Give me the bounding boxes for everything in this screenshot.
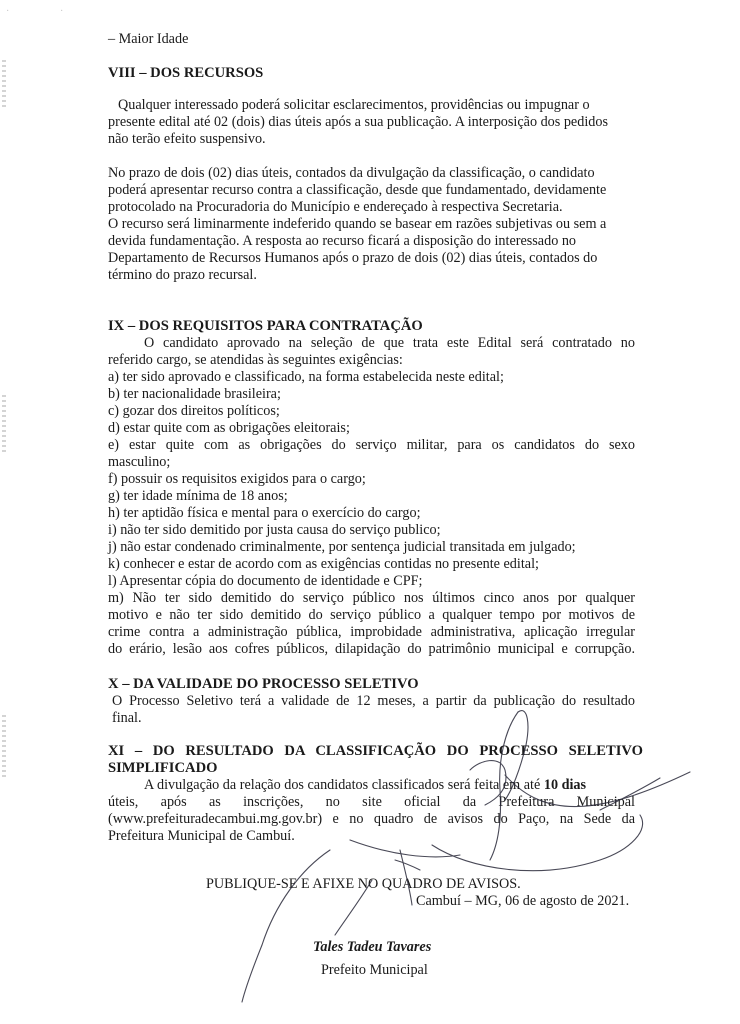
list-item: f) possuir os requisitos exigidos para o cargo; — [108, 471, 366, 487]
paragraph-line: O candidato aprovado na seleção de que trata este Edital será contratado no — [144, 335, 635, 351]
list-item: c) gozar dos direitos políticos; — [108, 403, 280, 419]
paragraph-line: Prefeitura Municipal de Cambuí. — [108, 828, 295, 844]
paragraph-line: (www.prefeituradecambui.mg.gov.br) e no quadro de avisos do Paço, na Sede da — [108, 811, 635, 827]
scan-edge-mark — [2, 395, 6, 455]
paragraph-line: não terão efeito suspensivo. — [108, 131, 266, 147]
paragraph-line: protocolado na Procuradoria do Município e endereçado à respectiva Secretaria. — [108, 199, 563, 215]
paragraph-line: Departamento de Recursos Humanos após o prazo de dois (02) dias úteis, contados do — [108, 250, 598, 266]
list-item: h) ter aptidão física e mental para o exercício do cargo; — [108, 505, 421, 521]
signer-name: Tales Tadeu Tavares — [313, 939, 432, 955]
paragraph-line: A divulgação da relação dos candidatos classificados será feita em até 10 dias — [144, 777, 587, 793]
section-heading-resultado-cont: SIMPLIFICADO — [108, 760, 218, 776]
list-item: g) ter idade mínima de 18 anos; — [108, 488, 288, 504]
paragraph-line: referido cargo, se atendidas às seguintes exigências: — [108, 352, 403, 368]
paragraph-line: úteis, após as inscrições, no site oficial da Prefeitura Municipal — [108, 794, 635, 810]
paragraph-line: No prazo de dois (02) dias úteis, contados da divulgação da classificação, o candidato — [108, 165, 595, 181]
list-item: a) ter sido aprovado e classificado, na forma estabelecida neste edital; — [108, 369, 504, 385]
scan-mark: · — [60, 6, 64, 17]
scan-edge-mark — [2, 715, 6, 780]
list-item: b) ter nacionalidade brasileira; — [108, 386, 281, 402]
paragraph-line: presente edital até 02 (dois) dias úteis após a sua publicação. A interposição dos pedidos — [108, 114, 608, 130]
signer-title: Prefeito Municipal — [321, 962, 428, 978]
list-item: d) estar quite com as obrigações eleitorais; — [108, 420, 350, 436]
list-item: m) Não ter sido demitido do serviço público nos últimos cinco anos por qualquer — [108, 590, 635, 606]
list-item: do erário, lesão aos cofres públicos, dilapidação do patrimônio municipal e corrupção. — [108, 641, 635, 657]
paragraph-line: término do prazo recursal. — [108, 267, 257, 283]
publish-notice: PUBLIQUE-SE E AFIXE NO QUADRO DE AVISOS. — [206, 876, 521, 892]
top-line: – Maior Idade — [108, 31, 189, 47]
section-heading-resultado: XI – DO RESULTADO DA CLASSIFICAÇÃO DO PROCESSO SELETIVO — [108, 743, 643, 759]
paragraph-line: Qualquer interessado poderá solicitar esclarecimentos, providências ou impugnar o — [118, 97, 590, 113]
list-item: k) conhecer e estar de acordo com as exigências contidas no presente edital; — [108, 556, 539, 572]
list-item: crime contra a administração pública, improbidade administrativa, aplicação irregular — [108, 624, 635, 640]
paragraph-line: O Processo Seletivo terá a validade de 12 meses, a partir da publicação do resultado — [112, 693, 635, 709]
paragraph-line: poderá apresentar recurso contra a classificação, desde que fundamentado, devidamente — [108, 182, 607, 198]
scan-mark: · — [6, 6, 10, 17]
list-item: j) não estar condenado criminalmente, por sentença judicial transitada em julgado; — [108, 539, 576, 555]
paragraph-line: O recurso será liminarmente indeferido quando se basear em razões subjetivas ou sem a — [108, 216, 607, 232]
paragraph-line: devida fundamentação. A resposta ao recurso ficará a disposição do interessado no — [108, 233, 577, 249]
list-item: e) estar quite com as obrigações do serviço militar, para os candidatos do sexo — [108, 437, 635, 453]
place-date: Cambuí – MG, 06 de agosto de 2021. — [416, 893, 630, 909]
section-heading-validade: X – DA VALIDADE DO PROCESSO SELETIVO — [108, 676, 419, 692]
section-heading-requisitos: IX – DOS REQUISITOS PARA CONTRATAÇÃO — [108, 318, 423, 334]
list-item: l) Apresentar cópia do documento de identidade e CPF; — [108, 573, 423, 589]
list-item: i) não ter sido demitido por justa causa do serviço publico; — [108, 522, 441, 538]
paragraph-line: final. — [112, 710, 142, 726]
list-item: motivo e não ter sido demitido do serviço público a qualquer tempo por motivos de — [108, 607, 635, 623]
scan-edge-mark — [2, 60, 6, 110]
section-heading-recursos: VIII – DOS RECURSOS — [108, 65, 264, 81]
list-item: masculino; — [108, 454, 171, 470]
